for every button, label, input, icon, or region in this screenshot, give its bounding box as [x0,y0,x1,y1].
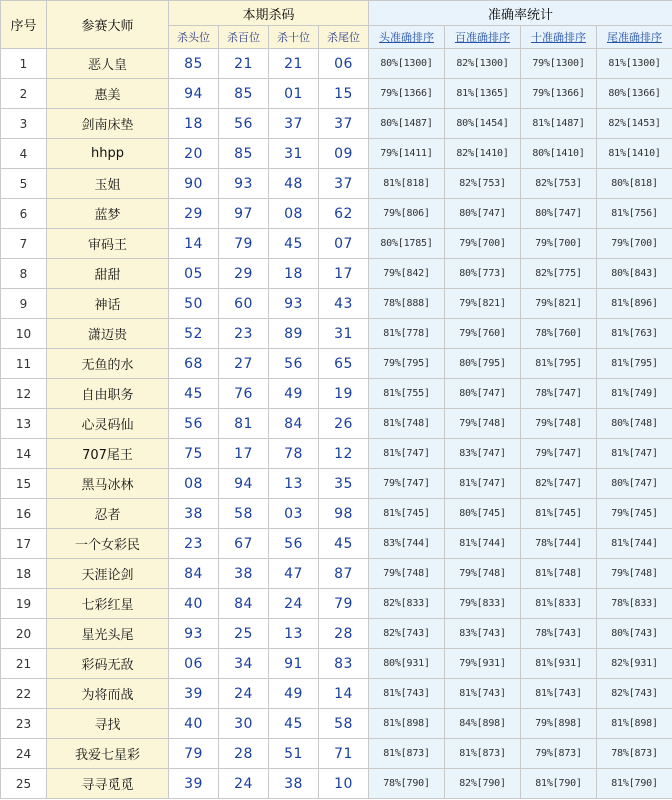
table-row [1,79,672,109]
row-index: 10 [1,319,47,349]
row-index: 19 [1,589,47,619]
kill-number: 84 [169,559,219,589]
accuracy-stat: 80%[743] [597,619,672,649]
accuracy-stat: 81%[931] [521,649,597,679]
accuracy-stat: 82%[775] [521,259,597,289]
kill-number: 03 [269,499,319,529]
accuracy-stat: 81%[748] [521,559,597,589]
kill-number: 25 [219,619,269,649]
table-row [1,589,672,619]
accuracy-stat: 80%[747] [445,379,521,409]
accuracy-stat: 78%[744] [521,529,597,559]
kill-number: 45 [269,229,319,259]
master-name[interactable]: 无鱼的水 [47,349,169,379]
row-index: 13 [1,409,47,439]
accuracy-stat: 81%[743] [521,679,597,709]
accuracy-stat: 82%[1453] [597,109,672,139]
accuracy-stat: 79%[748] [521,409,597,439]
accuracy-stat: 82%[931] [597,649,672,679]
accuracy-stat: 78%[790] [369,769,445,799]
master-name[interactable]: 审码王 [47,229,169,259]
accuracy-stat: 81%[790] [597,769,672,799]
accuracy-stat: 80%[1300] [369,49,445,79]
kill-number: 27 [219,349,269,379]
header-master: 参赛大师 [47,1,169,49]
kill-number: 67 [219,529,269,559]
kill-number: 68 [169,349,219,379]
table-row [1,499,672,529]
kill-number: 94 [219,469,269,499]
accuracy-stat: 81%[1300] [597,49,672,79]
accuracy-stat: 81%[745] [521,499,597,529]
master-name[interactable]: 一个女彩民 [47,529,169,559]
kill-number: 24 [219,679,269,709]
accuracy-stat: 81%[747] [597,439,672,469]
accuracy-stat: 83%[747] [445,439,521,469]
row-index: 20 [1,619,47,649]
accuracy-stat: 79%[1366] [521,79,597,109]
accuracy-stat: 82%[790] [445,769,521,799]
kill-number: 79 [169,739,219,769]
row-index: 14 [1,439,47,469]
master-name[interactable]: 甜甜 [47,259,169,289]
kill-number: 39 [169,679,219,709]
row-index: 1 [1,49,47,79]
accuracy-stat: 83%[744] [369,529,445,559]
kill-number: 79 [319,589,369,619]
kill-number: 01 [269,79,319,109]
kill-number: 24 [269,589,319,619]
table-row [1,409,672,439]
master-name[interactable]: 自由职务 [47,379,169,409]
kill-number: 84 [269,409,319,439]
kill-number: 13 [269,619,319,649]
row-index: 24 [1,739,47,769]
accuracy-stat: 79%[898] [521,709,597,739]
accuracy-stat: 81%[898] [369,709,445,739]
table-row [1,439,672,469]
kill-number: 45 [169,379,219,409]
accuracy-stat: 82%[743] [369,619,445,649]
accuracy-stat: 80%[745] [445,499,521,529]
accuracy-stat: 78%[873] [597,739,672,769]
kill-number: 08 [269,199,319,229]
table-row [1,259,672,289]
kill-number: 49 [269,379,319,409]
master-name[interactable]: 寻找 [47,709,169,739]
master-name[interactable]: hhpp [47,139,169,169]
table-row [1,349,672,379]
kill-number: 47 [269,559,319,589]
master-name[interactable]: 天涯论剑 [47,559,169,589]
accuracy-stat: 81%[795] [597,349,672,379]
accuracy-stat: 79%[747] [369,469,445,499]
accuracy-stat: 82%[1300] [445,49,521,79]
row-index: 7 [1,229,47,259]
kill-number: 23 [169,529,219,559]
accuracy-stat: 79%[748] [445,409,521,439]
accuracy-stat: 78%[743] [521,619,597,649]
kill-number: 50 [169,289,219,319]
accuracy-stat: 78%[888] [369,289,445,319]
kill-number: 98 [319,499,369,529]
row-index: 21 [1,649,47,679]
accuracy-stat: 81%[1365] [445,79,521,109]
master-name[interactable]: 彩码无敌 [47,649,169,679]
master-name[interactable]: 七彩红星 [47,589,169,619]
kill-number: 52 [169,319,219,349]
header-sort-ten[interactable]: 十准确排序 [521,26,597,49]
kill-number: 48 [269,169,319,199]
kill-number: 81 [219,409,269,439]
accuracy-stat: 79%[1366] [369,79,445,109]
kill-number: 07 [319,229,369,259]
accuracy-stat: 80%[747] [445,199,521,229]
master-name[interactable]: 星光头尾 [47,619,169,649]
accuracy-stat: 78%[833] [597,589,672,619]
accuracy-stat: 79%[873] [521,739,597,769]
accuracy-stat: 79%[700] [597,229,672,259]
accuracy-stat: 78%[747] [521,379,597,409]
accuracy-stat: 79%[806] [369,199,445,229]
accuracy-stat: 81%[898] [597,709,672,739]
kill-number: 35 [319,469,369,499]
master-name[interactable]: 707尾王 [47,439,169,469]
kill-number: 15 [319,79,369,109]
kill-number: 18 [169,109,219,139]
master-name[interactable]: 潇迈贵 [47,319,169,349]
kill-number: 29 [219,259,269,289]
accuracy-stat: 79%[1411] [369,139,445,169]
accuracy-stat: 79%[745] [597,499,672,529]
master-name[interactable]: 玉姐 [47,169,169,199]
table-row [1,529,672,559]
kill-number: 65 [319,349,369,379]
accuracy-stat: 79%[760] [445,319,521,349]
kill-number: 20 [169,139,219,169]
table-body [1,49,672,799]
kill-number: 28 [219,739,269,769]
kill-number: 40 [169,709,219,739]
kill-number: 17 [219,439,269,469]
accuracy-stat: 80%[843] [597,259,672,289]
kill-number: 56 [219,109,269,139]
accuracy-stat: 81%[833] [521,589,597,619]
kill-number: 93 [269,289,319,319]
kill-number: 09 [319,139,369,169]
accuracy-stat: 79%[747] [521,439,597,469]
kill-number: 37 [269,109,319,139]
table-row [1,289,672,319]
kill-number: 60 [219,289,269,319]
table-row [1,649,672,679]
kill-number: 37 [319,169,369,199]
kill-number: 38 [219,559,269,589]
table-row [1,769,672,799]
accuracy-stat: 81%[748] [369,409,445,439]
accuracy-stat: 80%[773] [445,259,521,289]
accuracy-stat: 81%[747] [369,439,445,469]
kill-number: 30 [219,709,269,739]
accuracy-stat: 80%[818] [597,169,672,199]
row-index: 11 [1,349,47,379]
master-name[interactable]: 黑马冰林 [47,469,169,499]
kill-number: 38 [169,499,219,529]
table-row [1,379,672,409]
kill-number: 56 [169,409,219,439]
accuracy-stat: 81%[743] [369,679,445,709]
header-kill-head: 杀头位 [169,26,219,49]
kill-number: 71 [319,739,369,769]
accuracy-stat: 83%[743] [445,619,521,649]
kill-number: 45 [319,529,369,559]
accuracy-stat: 81%[744] [597,529,672,559]
kill-number: 10 [319,769,369,799]
kill-number: 89 [269,319,319,349]
accuracy-stat: 79%[1300] [521,49,597,79]
accuracy-stat: 81%[756] [597,199,672,229]
accuracy-stat: 81%[818] [369,169,445,199]
kill-number: 14 [169,229,219,259]
accuracy-stat: 81%[743] [445,679,521,709]
row-index: 5 [1,169,47,199]
kill-number: 24 [219,769,269,799]
row-index: 6 [1,199,47,229]
accuracy-stat: 81%[749] [597,379,672,409]
kill-number: 28 [319,619,369,649]
kill-number: 06 [319,49,369,79]
kill-number: 18 [269,259,319,289]
accuracy-stat: 80%[1410] [521,139,597,169]
accuracy-stat: 79%[700] [445,229,521,259]
kill-number: 29 [169,199,219,229]
table-row [1,559,672,589]
row-index: 16 [1,499,47,529]
accuracy-stat: 82%[833] [369,589,445,619]
kill-number: 83 [319,649,369,679]
kill-number: 97 [219,199,269,229]
kill-number: 94 [169,79,219,109]
table-row [1,49,672,79]
accuracy-stat: 80%[1785] [369,229,445,259]
master-name[interactable]: 忍者 [47,499,169,529]
kill-number: 08 [169,469,219,499]
header-group-stat: 准确率统计 [369,1,672,26]
accuracy-stat: 81%[1410] [597,139,672,169]
kill-number: 91 [269,649,319,679]
kill-number: 23 [219,319,269,349]
accuracy-stat: 80%[931] [369,649,445,679]
master-name[interactable]: 蓝梦 [47,199,169,229]
row-index: 22 [1,679,47,709]
accuracy-stat: 82%[1410] [445,139,521,169]
accuracy-stat: 81%[744] [445,529,521,559]
table-row [1,319,672,349]
kill-number: 37 [319,109,369,139]
row-index: 8 [1,259,47,289]
table-header [1,1,672,49]
table-row [1,469,672,499]
header-kill-ten: 杀十位 [269,26,319,49]
kill-number: 85 [169,49,219,79]
accuracy-stat: 82%[743] [597,679,672,709]
accuracy-stat: 82%[753] [521,169,597,199]
accuracy-stat: 79%[795] [369,349,445,379]
master-name[interactable]: 神话 [47,289,169,319]
kill-number: 79 [219,229,269,259]
kill-number: 56 [269,349,319,379]
kill-number: 05 [169,259,219,289]
accuracy-stat: 81%[755] [369,379,445,409]
kill-number: 90 [169,169,219,199]
table-row [1,139,672,169]
kill-number: 93 [219,169,269,199]
row-index: 18 [1,559,47,589]
row-index: 3 [1,109,47,139]
master-name[interactable]: 寻寻觅觅 [47,769,169,799]
row-index: 23 [1,709,47,739]
kill-number: 34 [219,649,269,679]
header-sort-hundred[interactable]: 百准确排序 [445,26,521,49]
kill-number: 58 [319,709,369,739]
accuracy-stat: 81%[747] [445,469,521,499]
accuracy-stat: 81%[778] [369,319,445,349]
master-name[interactable]: 我爱七星彩 [47,739,169,769]
master-name[interactable]: 心灵码仙 [47,409,169,439]
accuracy-stat: 79%[821] [445,289,521,319]
accuracy-stat: 79%[748] [597,559,672,589]
kill-number: 78 [269,439,319,469]
accuracy-stat: 84%[898] [445,709,521,739]
accuracy-stat: 81%[763] [597,319,672,349]
table-row [1,199,672,229]
accuracy-stat: 80%[747] [521,199,597,229]
kill-number: 17 [319,259,369,289]
master-name[interactable]: 剑南床垫 [47,109,169,139]
row-index: 15 [1,469,47,499]
accuracy-stat: 80%[1366] [597,79,672,109]
kill-number: 85 [219,139,269,169]
kill-number: 62 [319,199,369,229]
master-name[interactable]: 为将而战 [47,679,169,709]
accuracy-stat: 79%[931] [445,649,521,679]
kill-number: 21 [269,49,319,79]
kill-number: 12 [319,439,369,469]
header-sort-head[interactable]: 头准确排序 [369,26,445,49]
kill-number: 84 [219,589,269,619]
row-index: 2 [1,79,47,109]
table-row [1,619,672,649]
accuracy-stat: 81%[790] [521,769,597,799]
accuracy-stat: 81%[1487] [521,109,597,139]
accuracy-stat: 81%[795] [521,349,597,379]
kill-number: 49 [269,679,319,709]
accuracy-stat: 79%[833] [445,589,521,619]
kill-number: 21 [219,49,269,79]
kill-number: 19 [319,379,369,409]
accuracy-stat: 79%[748] [369,559,445,589]
accuracy-stat: 81%[745] [369,499,445,529]
kill-number: 06 [169,649,219,679]
accuracy-stat: 79%[748] [445,559,521,589]
row-index: 4 [1,139,47,169]
accuracy-stat: 81%[896] [597,289,672,319]
accuracy-stat: 81%[873] [445,739,521,769]
kill-number: 56 [269,529,319,559]
kill-number: 13 [269,469,319,499]
kill-number: 75 [169,439,219,469]
header-kill-hundred: 杀百位 [219,26,269,49]
table-row [1,739,672,769]
kill-number: 93 [169,619,219,649]
kill-number: 31 [319,319,369,349]
kill-number: 85 [219,79,269,109]
table-row [1,109,672,139]
accuracy-stat: 80%[748] [597,409,672,439]
accuracy-stat: 80%[1454] [445,109,521,139]
kill-number: 14 [319,679,369,709]
header-group-kill: 本期杀码 [169,1,369,26]
master-name[interactable]: 恶人皇 [47,49,169,79]
kill-number: 31 [269,139,319,169]
kill-number: 87 [319,559,369,589]
accuracy-stat: 80%[795] [445,349,521,379]
header-sort-tail[interactable]: 尾准确排序 [597,26,672,49]
table-row [1,679,672,709]
accuracy-stat: 80%[1487] [369,109,445,139]
accuracy-stat: 79%[700] [521,229,597,259]
table-row [1,169,672,199]
table-row [1,229,672,259]
kill-number: 26 [319,409,369,439]
table-row [1,709,672,739]
kill-number: 40 [169,589,219,619]
accuracy-stat: 82%[753] [445,169,521,199]
kill-number: 51 [269,739,319,769]
header-index: 序号 [1,1,47,49]
row-index: 12 [1,379,47,409]
accuracy-stat: 82%[747] [521,469,597,499]
row-index: 9 [1,289,47,319]
accuracy-stat: 79%[842] [369,259,445,289]
header-kill-tail: 杀尾位 [319,26,369,49]
accuracy-stat: 81%[873] [369,739,445,769]
row-index: 17 [1,529,47,559]
kill-number: 43 [319,289,369,319]
kill-number: 58 [219,499,269,529]
row-index: 25 [1,769,47,799]
accuracy-stat: 78%[760] [521,319,597,349]
kill-number: 38 [269,769,319,799]
accuracy-stat: 79%[821] [521,289,597,319]
master-name[interactable]: 惠美 [47,79,169,109]
accuracy-stat: 80%[747] [597,469,672,499]
kill-number: 39 [169,769,219,799]
kill-number: 76 [219,379,269,409]
kill-number: 45 [269,709,319,739]
